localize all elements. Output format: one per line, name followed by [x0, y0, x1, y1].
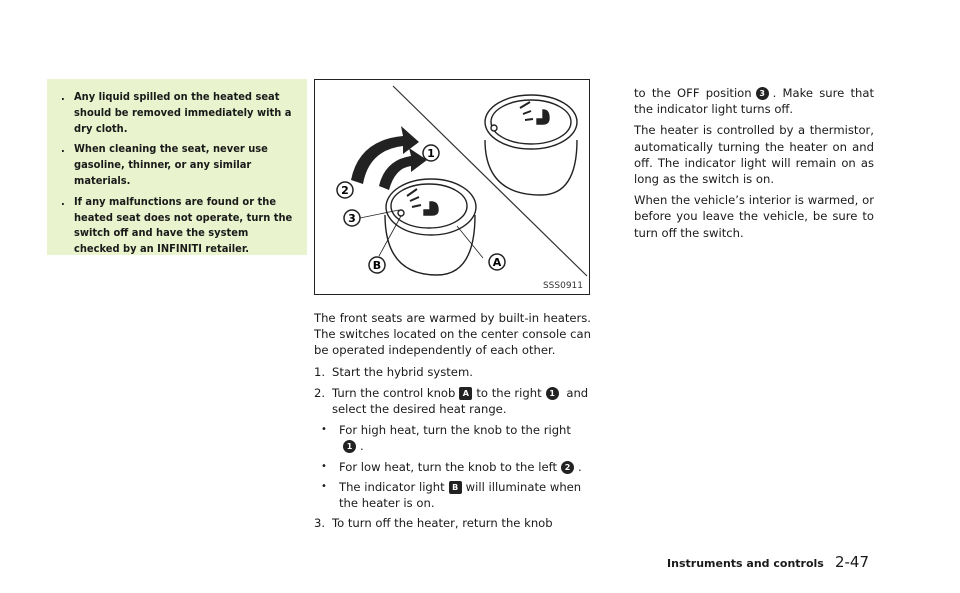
step-2: 2. Turn the control knob A to the right 1 and select the desired heat range. — [314, 385, 589, 417]
right-column — [634, 85, 874, 246]
caution-item: . When cleaning the seat, never use gasoline, thinner, or any similar materials. — [61, 142, 268, 187]
caution-box — [47, 79, 307, 255]
step-1: 1. Start the hybrid system. — [314, 364, 473, 379]
callout-b: B — [372, 259, 382, 272]
intro-paragraph: The front seats are warmed by built-in heaters. The switches located on the center console can be operated independently of each other. — [314, 311, 591, 358]
caution-item: . If any malfunctions are found or the heated seat does not operate, turn the switch off and have the system checked by an INFINITI retailer. — [61, 194, 293, 256]
callout-3: 3 — [348, 212, 356, 225]
page-footer — [667, 552, 869, 571]
rear-knob — [485, 95, 577, 195]
bullet-low-heat: • For low heat, turn the knob to the left 2 . — [321, 459, 582, 474]
bullet-high-heat: • For high heat, turn the knob to the right1 . — [321, 423, 571, 454]
front-knob — [385, 179, 476, 275]
heated-seat-switch-figure — [314, 79, 590, 295]
continuation-paragraph: to the OFF position 3 . Make sure that the indicator light turns off. — [634, 86, 874, 117]
caution-item: . Any liquid spilled on the heated seat should be removed immediately with a dry cloth. — [61, 90, 292, 135]
callout-1: 1 — [427, 147, 435, 160]
figure-code: SSS0911 — [542, 281, 583, 291]
ref-1: 1 — [546, 387, 559, 400]
thermistor-paragraph: The heater is controlled by a thermistor, automatically turning the heater on and off. The indicator light will remain on as long as the switch is on. — [634, 123, 874, 187]
callout-a: A — [492, 256, 502, 269]
step-3: 3. To turn off the heater, return the knob — [314, 516, 553, 531]
middle-column — [314, 310, 591, 536]
turn-off-paragraph: When the vehicle’s interior is warmed, or before you leave the vehicle, be sure to turn off the switch. — [634, 193, 874, 240]
section-title: Instruments and controls — [667, 557, 824, 570]
heated-seat-illustration — [315, 80, 591, 296]
bullet-indicator: • The indicator light B will illuminate when the heater is on. — [321, 479, 582, 511]
ref-a: A — [459, 387, 472, 400]
page-number: 2-47 — [834, 553, 869, 571]
ref-3: 3 — [756, 87, 769, 100]
callout-2: 2 — [341, 184, 349, 197]
